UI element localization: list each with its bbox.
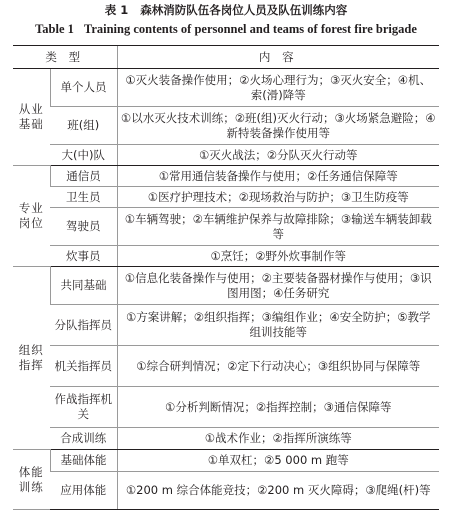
table-row [13, 208, 439, 246]
category-cell: 从业基础 [13, 69, 50, 166]
table-row [13, 428, 439, 450]
subtype-cell: 通信员 [50, 166, 117, 187]
category-cell: 体能训练 [13, 450, 50, 510]
content-cell: ①分析判断情况；②指挥控制；③通信保障等 [117, 387, 439, 428]
table-row [13, 305, 439, 346]
content-cell: ①单双杠；②5 000 m 跑等 [117, 450, 439, 472]
table-caption-cn [0, 3, 452, 17]
table-row [13, 267, 439, 305]
table-row [13, 69, 439, 107]
table-row [13, 107, 439, 145]
subtype-cell: 班(组) [50, 107, 117, 145]
table-row [13, 387, 439, 428]
content-cell: ①战术作业；②指挥所演练等 [117, 428, 439, 450]
header-content: 内 容 [117, 46, 439, 69]
content-cell: ①综合研判情况；②定下行动决心；③组织协同与保障等 [117, 346, 439, 387]
subtype-cell: 单个人员 [50, 69, 117, 107]
subtype-cell: 基础体能 [50, 450, 117, 472]
caption-cn-number: 表 1 [104, 3, 129, 17]
header-type: 类 型 [13, 46, 117, 69]
table-row [13, 472, 439, 510]
subtype-cell: 机关指挥员 [50, 346, 117, 387]
content-cell: ①方案讲解；②组织指挥；③编组作业；④安全防护；⑤教学组训技能等 [117, 305, 439, 346]
subtype-cell: 大(中)队 [50, 145, 117, 166]
table-row [13, 187, 439, 208]
subtype-cell: 共同基础 [50, 267, 117, 305]
subtype-cell: 分队指挥员 [50, 305, 117, 346]
content-cell: ①灭火装备操作使用；②火场心理行为；③灭火安全；④机、索(滑)降等 [117, 69, 439, 107]
content-cell: ①信息化装备操作与使用；②主要装备器材操作与使用；③识图用图；④任务研究 [117, 267, 439, 305]
table-row [13, 166, 439, 187]
caption-en-number: Table 1 [35, 22, 74, 36]
training-content-table [13, 45, 439, 510]
content-cell: ①烹饪；②野外炊事制作等 [117, 246, 439, 267]
content-cell: ①常用通信装备操作与使用；②任务通信保障等 [117, 166, 439, 187]
category-cell: 组织指挥 [13, 267, 50, 450]
subtype-cell: 合成训练 [50, 428, 117, 450]
caption-en-title: Training contents of personnel and teams of forest fire brigade [83, 22, 417, 36]
table-header-row [13, 46, 439, 69]
table-row [13, 450, 439, 472]
content-cell: ①车辆驾驶；②车辆维护保养与故障排除；③输送车辆装卸载等 [117, 208, 439, 246]
content-cell: ①灭火战法；②分队灭火行动等 [117, 145, 439, 166]
content-cell: ①以水灭火技术训练；②班(组)灭火行动；③火场紧急避险；④新特装备操作使用等 [117, 107, 439, 145]
caption-cn-title: 森林消防队伍各岗位人员及队伍训练内容 [140, 3, 348, 17]
content-cell: ①200 m 综合体能竞技；②200 m 灭火障碍；③爬绳(杆)等 [117, 472, 439, 510]
subtype-cell: 炊事员 [50, 246, 117, 267]
table-row [13, 246, 439, 267]
subtype-cell: 驾驶员 [50, 208, 117, 246]
content-cell: ①医疗护理技术；②现场救治与防护；③卫生防疫等 [117, 187, 439, 208]
subtype-cell: 作战指挥机关 [50, 387, 117, 428]
category-cell: 专业岗位 [13, 166, 50, 267]
subtype-cell: 应用体能 [50, 472, 117, 510]
table-row [13, 346, 439, 387]
table-row [13, 145, 439, 166]
table-caption-en [0, 22, 452, 37]
subtype-cell: 卫生员 [50, 187, 117, 208]
